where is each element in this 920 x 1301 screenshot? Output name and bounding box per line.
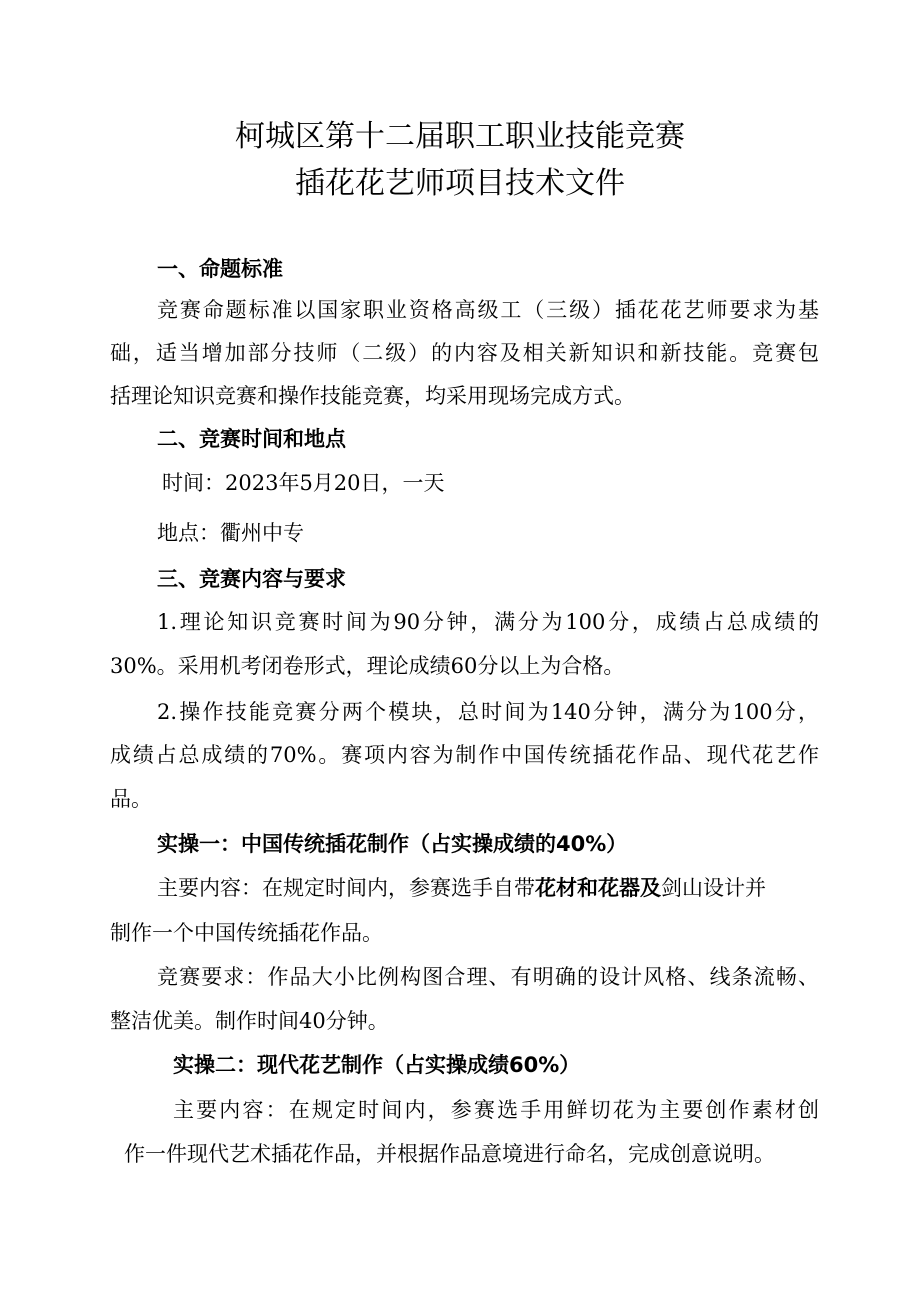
op1-requirement-line1: 竞赛要求：作品大小比例构图合理、有明确的设计风格、线条流畅、 (157, 965, 819, 989)
op1-heading: 实操一：中国传统插花制作（占实操成绩的40%） (157, 832, 628, 856)
document-title-line1: 柯城区第十二届职工职业技能竞赛 (235, 119, 685, 154)
item1-line2: 30%。采用机考闭卷形式，理论成绩60分以上为合格。 (110, 654, 625, 678)
competition-place: 地点：衢州中专 (157, 521, 304, 545)
op1-content-suffix: 剑山设计并 (661, 876, 766, 900)
competition-time: 时间：2023年5月20日，一天 (162, 471, 445, 495)
op1-content-line2: 制作一个中国传统插花作品。 (110, 921, 383, 945)
section1-paragraph-line3: 括理论知识竞赛和操作技能竞赛，均采用现场完成方式。 (110, 384, 635, 408)
op1-content-bold: 花材和花器及 (535, 876, 661, 900)
item2-line3: 品。 (110, 787, 152, 811)
op2-heading: 实操二：现代花艺制作（占实操成绩60%） (173, 1053, 581, 1077)
section1-heading: 一、命题标准 (157, 257, 283, 281)
op1-requirement-line2: 整洁优美。制作时间40分钟。 (110, 1009, 389, 1033)
item2-line1: 2.操作技能竞赛分两个模块，总时间为140分钟，满分为100分， (157, 700, 819, 724)
op1-content-line1 (157, 873, 766, 903)
op2-content-line1: 主要内容：在规定时间内，参赛选手用鲜切花为主要创作素材创 (173, 1098, 819, 1122)
item2-line2: 成绩占总成绩的70%。赛项内容为制作中国传统插花作品、现代花艺作 (110, 743, 819, 767)
item1-line1: 1.理论知识竞赛时间为90分钟，满分为100分，成绩占总成绩的 (157, 610, 819, 634)
section3-heading: 三、竞赛内容与要求 (157, 567, 346, 591)
op1-content-prefix: 主要内容：在规定时间内，参赛选手自带 (157, 876, 535, 900)
document-title-line2: 插花花艺师项目技术文件 (295, 166, 625, 201)
op2-content-line2: 作一件现代艺术插花作品，并根据作品意境进行命名，完成创意说明。 (124, 1142, 775, 1166)
section2-heading: 二、竞赛时间和地点 (157, 427, 346, 451)
section1-paragraph-line2: 础，适当增加部分技师（二级）的内容及相关新知识和新技能。竞赛包 (110, 341, 819, 365)
section1-paragraph-line1: 竞赛命题标准以国家职业资格高级工（三级）插花花艺师要求为基 (157, 298, 819, 322)
